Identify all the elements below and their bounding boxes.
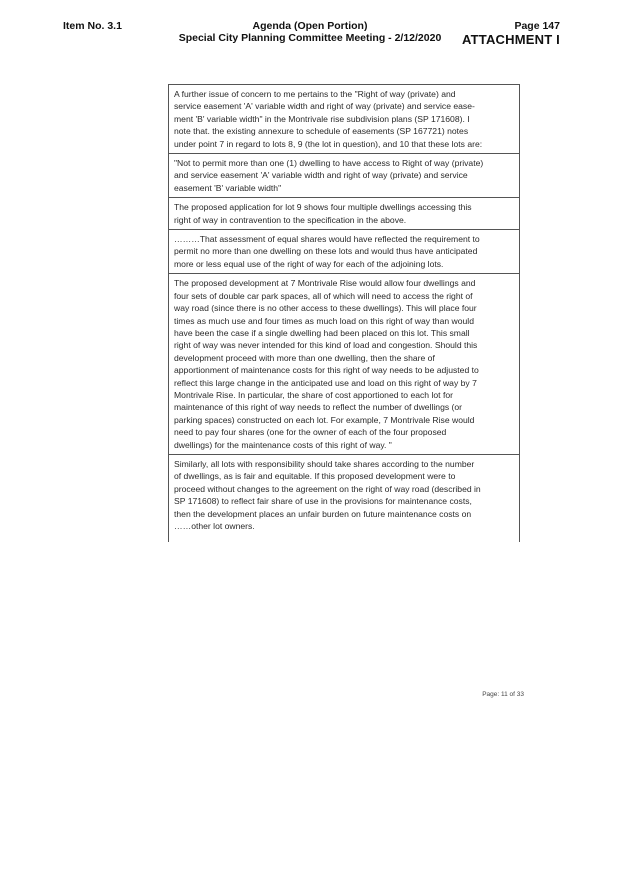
text-line: permit no more than one dwelling on these lots and would thus have anticipated: [174, 246, 478, 257]
attachment-label: ATTACHMENT I: [462, 32, 560, 47]
text-line: right of way was never intended for this kind of load and congestion. Should this: [174, 340, 478, 351]
text-line: Similarly, all lots with responsibility should take shares according to the number: [174, 458, 475, 469]
meeting-title: Special City Planning Committee Meeting - 2/12/2020: [178, 32, 442, 44]
text-line: note that. the existing annexure to schedule of easements (SP 167721) notes: [174, 126, 469, 137]
item-number: Item No. 3.1: [63, 20, 122, 32]
text-line: times as much use and four times as much load on this right of way than would: [174, 315, 474, 326]
text-line: ment 'B' variable width" in the Montrivale rise subdivision plans (SP 171608). I: [174, 113, 470, 124]
text-line: proceed without changes to the agreement on the right of way road (described in: [174, 483, 481, 494]
text-line: parking spaces) constructed on each lot. For example, 7 Montrivale Rise would: [174, 414, 475, 425]
text-line: have been the case if a single dwelling had been placed on this lot. This small: [174, 327, 470, 338]
submission-text: [168, 84, 520, 542]
text-line: four sets of double car park spaces, all of which will need to access the right of: [174, 290, 473, 301]
text-line: apportionment of maintenance costs for this right of way needs to be adjusted to: [174, 365, 479, 376]
text-line: and service easement 'A' variable width and right of way (private) and service: [174, 170, 468, 181]
paragraph-easement-quote: [169, 154, 519, 198]
paragraph-proposed-development: [169, 274, 519, 455]
text-line: easement 'B' variable width": [174, 182, 282, 193]
text-line: ………That assessment of equal shares would have reflected the requirement to: [174, 234, 480, 245]
page-footer: Page: 11 of 33: [482, 691, 524, 698]
text-line: ……other lot owners.: [174, 521, 255, 531]
text-line: A further issue of concern to me pertains to the "Right of way (private) and: [174, 89, 456, 99]
text-line: SP 171608) to reflect fair share of use in the provisions for maintenance costs,: [174, 496, 472, 507]
text-line: reflect this large change in the anticipated use and load on this right of way by 7: [174, 377, 477, 388]
paragraph-easement-issue: [169, 85, 519, 154]
text-line: of dwellings, as is fair and equitable. If this proposed development were to: [174, 471, 456, 482]
text-line: dwellings) for the maintenance costs of this right of way. ": [174, 439, 392, 450]
text-line: need to pay four shares (one for the owner of each of the four proposed: [174, 427, 447, 438]
text-line: maintenance of this right of way needs to reflect the number of dwellings (or: [174, 402, 463, 413]
text-line: more or less equal use of the right of way for each of the adjoining lots.: [174, 258, 444, 269]
paragraph-equal-shares: [169, 230, 519, 274]
paragraph-lot-9-application: [169, 198, 519, 230]
text-line: The proposed development at 7 Montrivale Rise would allow four dwellings and: [174, 278, 476, 289]
text-line: then the development places an unfair burden on future maintenance costs on: [174, 508, 472, 519]
text-line: right of way in contravention to the specification in the above.: [174, 214, 407, 225]
text-line: "Not to permit more than one (1) dwelling to have access to Right of way (private): [174, 158, 484, 169]
text-line: The proposed application for lot 9 shows four multiple dwellings accessing this: [174, 202, 472, 213]
agenda-title: Agenda (Open Portion): [252, 20, 368, 32]
page-header-right: [462, 20, 560, 48]
meeting-header: [150, 20, 470, 44]
text-line: under point 7 in regard to lots 8, 9 (the lot in question), and 10 that these lots are:: [174, 138, 483, 149]
page-number: Page 147: [514, 20, 560, 32]
text-line: development proceed with more than one dwelling, then the share of: [174, 352, 435, 363]
text-line: way road (since there is no other access to these dwellings). This will place four: [174, 303, 477, 314]
text-line: Montrivale Rise. In particular, the share of cost apportioned to each lot for: [174, 389, 453, 400]
paragraph-fair-shares: [169, 455, 519, 542]
text-line: service easement 'A' variable width and right of way (private) and service ease-: [174, 101, 475, 112]
